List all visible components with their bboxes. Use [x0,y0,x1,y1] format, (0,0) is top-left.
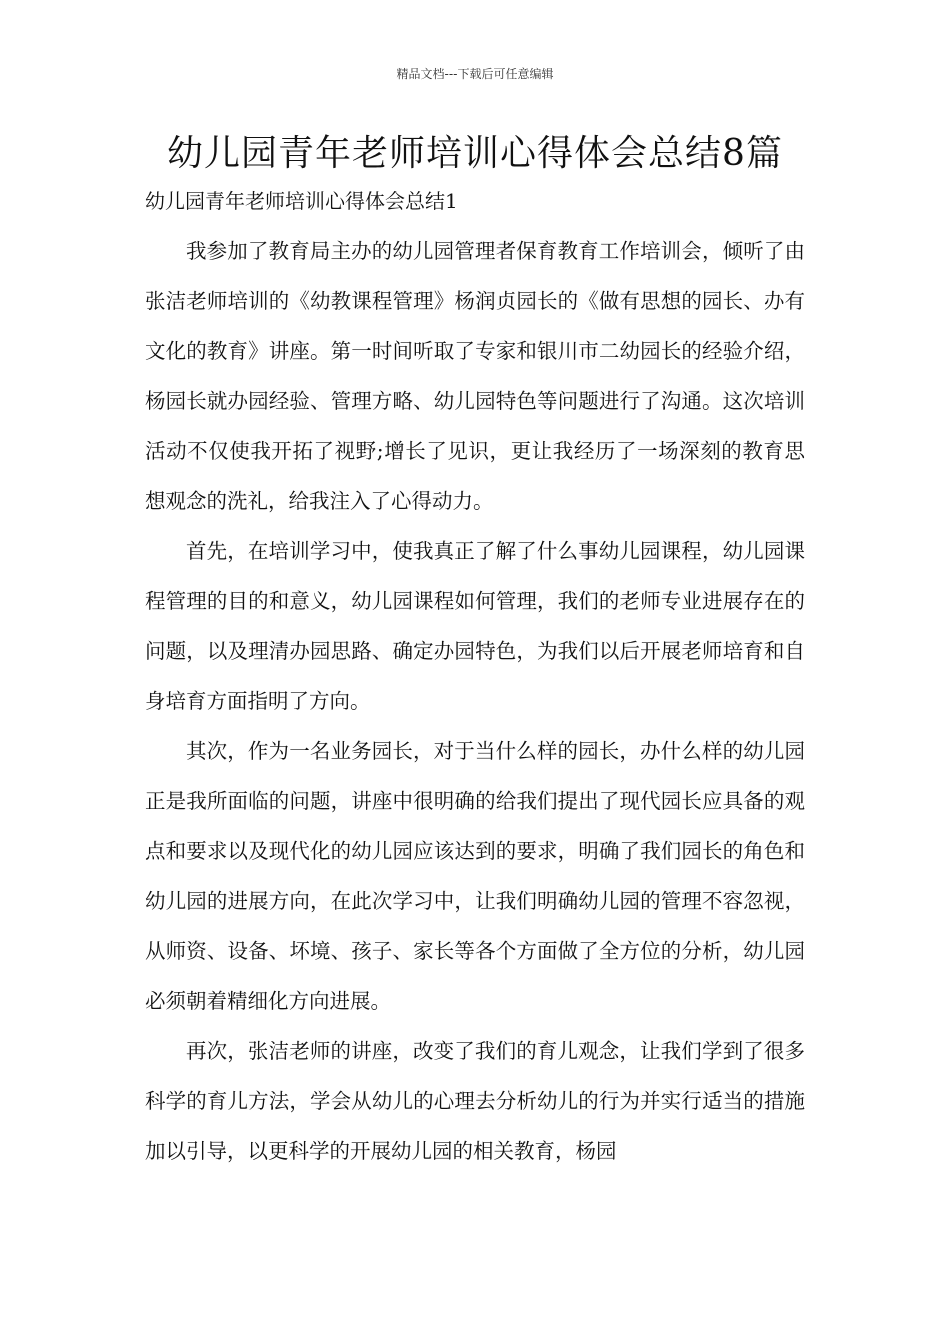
paragraph-2: 首先，在培训学习中，使我真正了解了什么事幼儿园课程，幼儿园课程管理的目的和意义，幼儿园课程如何管理，我们的老师专业进展存在的问题，以及理清办园思路、确定办园特色，为我们以后开展老师培育和自身培育方面指明了方向。 [145,539,805,713]
document-body [145,226,805,1176]
header-note: 精品文档---下载后可任意编辑 [396,67,554,81]
paragraph-1: 我参加了教育局主办的幼儿园管理者保育教育工作培训会，倾听了由张洁老师培训的《幼教课程管理》杨润贞园长的《做有思想的园长、办有文化的教育》讲座。第一时间听取了专家和银川市二幼园长的经验介绍，杨园长就办园经验、管理方略、幼儿园特色等问题进行了沟通。这次培训活动不仅使我开拓了视野;增长了见识，更让我经历了一场深刻的教育思想观念的洗礼，给我注入了心得动力。 [145,239,805,513]
paragraph-3: 其次，作为一名业务园长，对于当什么样的园长，办什么样的幼儿园正是我所面临的问题，讲座中很明确的给我们提出了现代园长应具备的观点和要求以及现代化的幼儿园应该达到的要求，明确了我们园长的角色和幼儿园的进展方向，在此次学习中，让我们明确幼儿园的管理不容忽视，从师资、设备、坏境、孩子、家长等各个方面做了全方位的分析，幼儿园必须朝着精细化方向进展。 [145,739,805,1013]
document-title: 幼儿园青年老师培训心得体会总结8篇 [167,133,783,174]
section-heading: 幼儿园青年老师培训心得体会总结1 [145,189,458,213]
paragraph-4: 再次，张洁老师的讲座，改变了我们的育儿观念，让我们学到了很多科学的育儿方法，学会从幼儿的心理去分析幼儿的行为并实行适当的措施加以引导，以更科学的开展幼儿园的相关教育，杨园 [145,1039,805,1163]
